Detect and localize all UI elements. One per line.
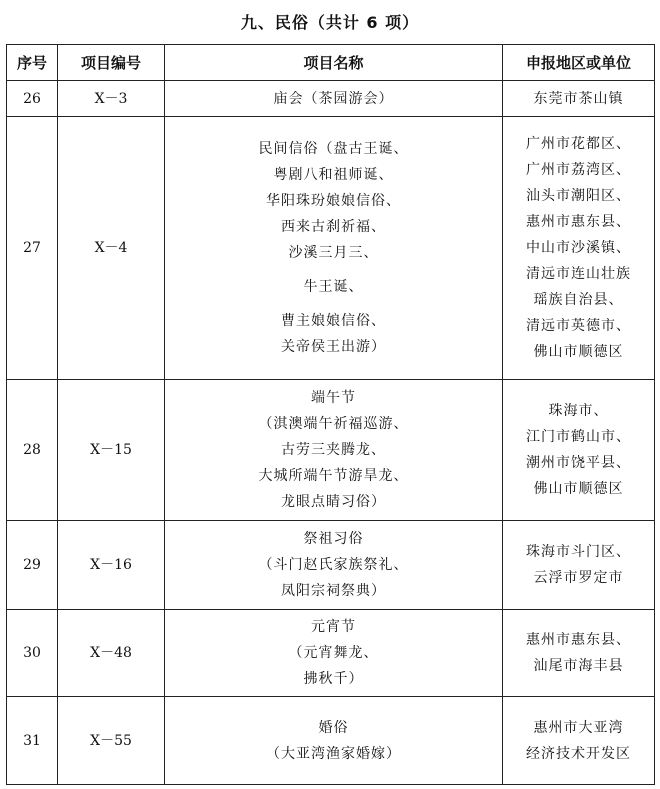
row-code: Ⅹ－16 [58, 521, 165, 610]
region-line: 惠州市大亚湾 [533, 719, 624, 736]
name-line: 端午节 [311, 390, 356, 406]
name-line: 民间信俗（盘古王诞、 [258, 141, 409, 157]
header-row [7, 45, 655, 81]
row-region [503, 521, 655, 610]
name-line: 关帝侯王出游） [281, 339, 386, 355]
table-row [7, 610, 655, 697]
row-number: 30 [7, 610, 58, 697]
name-line: （大亚湾渔家婚嫁） [266, 745, 401, 762]
table-row [7, 81, 655, 117]
name-line: 华阳珠玢娘娘信俗、 [266, 193, 401, 209]
name-line: 元宵节 [311, 619, 356, 635]
heritage-table [6, 44, 655, 785]
name-line: （元宵舞龙、 [288, 645, 379, 661]
name-line: 粤剧八和祖师诞、 [273, 167, 394, 183]
region-line: 惠州市惠东县、 [526, 632, 631, 648]
region-line: 珠海市斗门区、 [526, 544, 631, 560]
name-line: 曹主娘娘信俗、 [281, 313, 386, 329]
table-row [7, 521, 655, 610]
region-line: 汕头市潮阳区、 [526, 188, 631, 204]
header-region: 申报地区或单位 [503, 45, 655, 81]
header-name: 项目名称 [165, 45, 503, 81]
row-code: Ⅹ－4 [58, 117, 165, 380]
row-number: 29 [7, 521, 58, 610]
row-number: 27 [7, 117, 58, 380]
region-line: 清远市连山壮族 [526, 266, 631, 282]
region-line: 云浮市罗定市 [533, 570, 624, 586]
row-project-name [165, 380, 503, 521]
region-line: 江门市鹤山市、 [526, 429, 631, 445]
table-row [7, 380, 655, 521]
document-title: 九、民俗（共计 6 项） [240, 13, 420, 32]
row-code: Ⅹ－3 [58, 81, 165, 117]
region-line: 潮州市饶平县、 [526, 455, 631, 471]
row-project-name [165, 81, 503, 117]
region-line: 清远市英德市、 [526, 318, 631, 334]
region-line: 中山市沙溪镇、 [526, 240, 631, 256]
row-region [503, 610, 655, 697]
region-line: 珠海市、 [548, 403, 609, 419]
name-line: 古劳三夹腾龙、 [281, 442, 386, 458]
name-line: 凤阳宗祠祭典） [281, 583, 386, 599]
row-code: Ⅹ－48 [58, 610, 165, 697]
name-line: 婚俗 [318, 719, 349, 736]
region-line: 广州市花都区、 [526, 136, 631, 152]
table-row [7, 117, 655, 380]
region-line: 惠州市惠东县、 [526, 214, 631, 230]
region-line: 汕尾市海丰县 [533, 658, 624, 674]
name-line: （斗门赵氏家族祭礼、 [258, 557, 409, 573]
header-number: 序号 [7, 45, 58, 81]
row-project-name [165, 610, 503, 697]
region-line: 东莞市茶山镇 [533, 90, 624, 107]
header-code: 项目编号 [58, 45, 165, 81]
row-region [503, 380, 655, 521]
row-code: Ⅹ－15 [58, 380, 165, 521]
region-line: 广州市荔湾区、 [526, 162, 631, 178]
name-line: 大城所端午节游旱龙、 [258, 468, 409, 484]
name-line: 西来古刹祈福、 [281, 219, 386, 235]
region-line: 经济技术开发区 [526, 745, 631, 762]
row-number: 31 [7, 697, 58, 785]
row-project-name [165, 117, 503, 380]
table-row [7, 697, 655, 785]
name-line: 拂秋千） [303, 671, 364, 687]
row-code: Ⅹ－55 [58, 697, 165, 785]
name-line: 祭祖习俗 [303, 531, 364, 547]
region-line: 佛山市顺德区 [533, 344, 624, 360]
name-line: 龙眼点睛习俗） [281, 494, 386, 510]
row-region [503, 81, 655, 117]
row-number: 26 [7, 81, 58, 117]
region-line: 瑶族自治县、 [533, 292, 624, 308]
region-line: 佛山市顺德区 [533, 481, 624, 497]
name-line: 庙会（茶园游会） [273, 90, 394, 107]
row-project-name [165, 697, 503, 785]
row-region [503, 697, 655, 785]
row-region [503, 117, 655, 380]
name-line: 牛王诞、 [303, 279, 364, 295]
name-line: 沙溪三月三、 [288, 245, 379, 261]
row-project-name [165, 521, 503, 610]
row-number: 28 [7, 380, 58, 521]
name-line: （淇澳端午祈福巡游、 [258, 416, 409, 432]
